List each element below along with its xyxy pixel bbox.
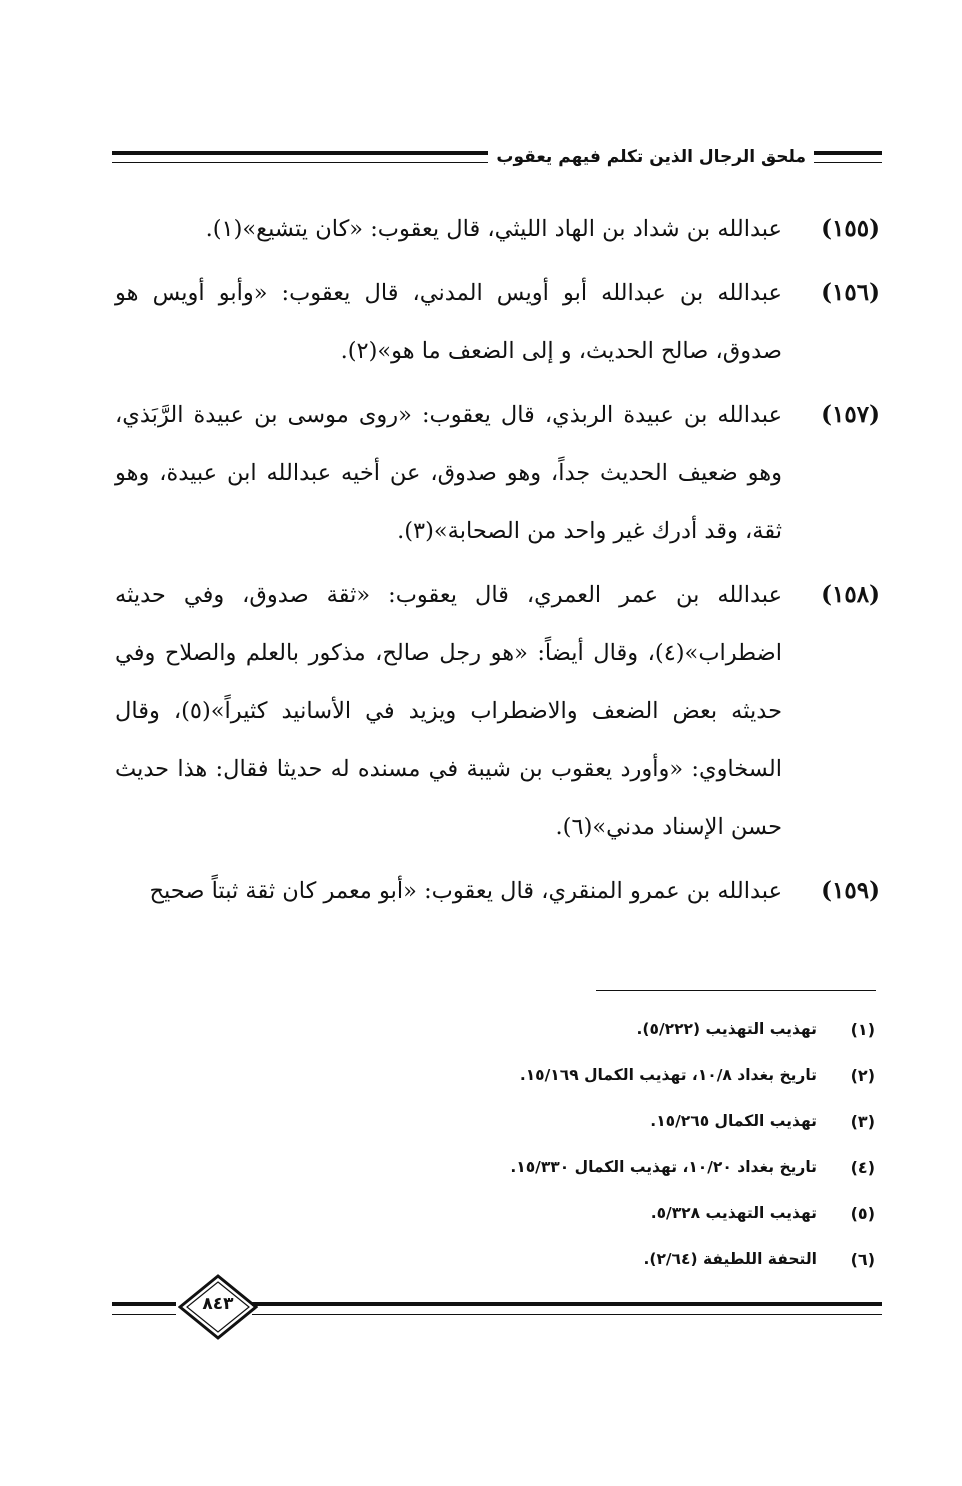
entry-number: (١٥٧) bbox=[821, 401, 880, 428]
footnote bbox=[300, 1144, 875, 1190]
running-header bbox=[112, 140, 882, 174]
footer-rule-left bbox=[112, 1302, 176, 1315]
footnote bbox=[300, 1098, 875, 1144]
footnote-separator bbox=[596, 990, 876, 991]
page-footer bbox=[112, 1274, 882, 1344]
footnote bbox=[300, 1190, 875, 1236]
header-title: ملحق الرجال الذين تكلم فيهم يعقوب bbox=[496, 147, 806, 167]
footnote-number: (٦) bbox=[850, 1249, 875, 1269]
entry-text: عبدالله بن شداد بن الهاد الليثي، قال يعقوب: «كان يتشيع»(١). bbox=[205, 216, 782, 242]
entry bbox=[115, 200, 880, 258]
entry-number: (١٥٨) bbox=[821, 581, 880, 608]
header-rule-right bbox=[814, 151, 882, 163]
page-number: ٨٤٣ bbox=[202, 1294, 234, 1314]
footnote bbox=[300, 1006, 875, 1052]
entry-number: (١٥٥) bbox=[821, 215, 880, 242]
footer-rule-right bbox=[252, 1302, 882, 1315]
footnote-number: (٢) bbox=[850, 1065, 875, 1085]
footnote-number: (٣) bbox=[850, 1111, 875, 1131]
footnote-text: تهذيب التهذيب ٥/٣٢٨. bbox=[650, 1204, 817, 1222]
entry-number: (١٥٦) bbox=[821, 279, 880, 306]
entry-text: عبدالله بن عمرو المنقري، قال يعقوب: «أبو معمر كان ثقة ثبتاً صحيح bbox=[149, 878, 782, 904]
footnote bbox=[300, 1052, 875, 1098]
entry-number: (١٥٩) bbox=[821, 877, 880, 904]
footnote-number: (٥) bbox=[850, 1203, 875, 1223]
entry-text: عبدالله بن عبدالله أبو أويس المدني، قال يعقوب: «وأبو أويس هو صدوق، صالح الحديث، و إلى الضعف ما هو»(٢). bbox=[115, 280, 782, 364]
footnote-number: (١) bbox=[850, 1019, 875, 1039]
entry bbox=[115, 264, 880, 380]
footnote-text: تاريخ بغداد ١٠/٨، تهذيب الكمال ١٥/١٦٩. bbox=[519, 1066, 817, 1084]
footnote-number: (٤) bbox=[850, 1157, 875, 1177]
footnote-text: التحفة اللطيفة (٢/٦٤). bbox=[643, 1250, 817, 1268]
footnote-text: تاريخ بغداد ١٠/٢٠، تهذيب الكمال ١٥/٣٣٠. bbox=[510, 1158, 817, 1176]
entry-text: عبدالله بن عبيدة الربذي، قال يعقوب: «روى موسى بن عبيدة الرَّبَذي، وهو ضعيف الحديث جداً، وهو صدوق، عن أخيه عبدالله ابن عبيدة، وهو ثقة، وقد أدرك غير واحد من الصحابة»(٣). bbox=[115, 402, 782, 544]
entry bbox=[115, 862, 880, 920]
footnote-text: تهذيب التهذيب (٥/٢٢٢). bbox=[636, 1020, 817, 1038]
header-rule-left bbox=[112, 151, 488, 163]
entry bbox=[115, 386, 880, 560]
entries-list bbox=[115, 200, 880, 926]
footnote-text: تهذيب الكمال ١٥/٢٦٥. bbox=[650, 1112, 817, 1130]
entry-text: عبدالله بن عمر العمري، قال يعقوب: «ثقة صدوق، وفي حديثه اضطراب»(٤)، وقال أيضاً: «هو رجل صالح، مذكور بالعلم والصلاح وفي حديثه بعض الضعف والاضطراب ويزيد في الأسانيد كثيراً»(٥)، وقال السخاوي: «وأورد يعقوب بن شيبة في مسنده له حديثا فقال: هذا حديث حسن الإسناد مدني»(٦). bbox=[115, 582, 782, 840]
entry bbox=[115, 566, 880, 856]
footnotes-list bbox=[300, 1006, 875, 1282]
